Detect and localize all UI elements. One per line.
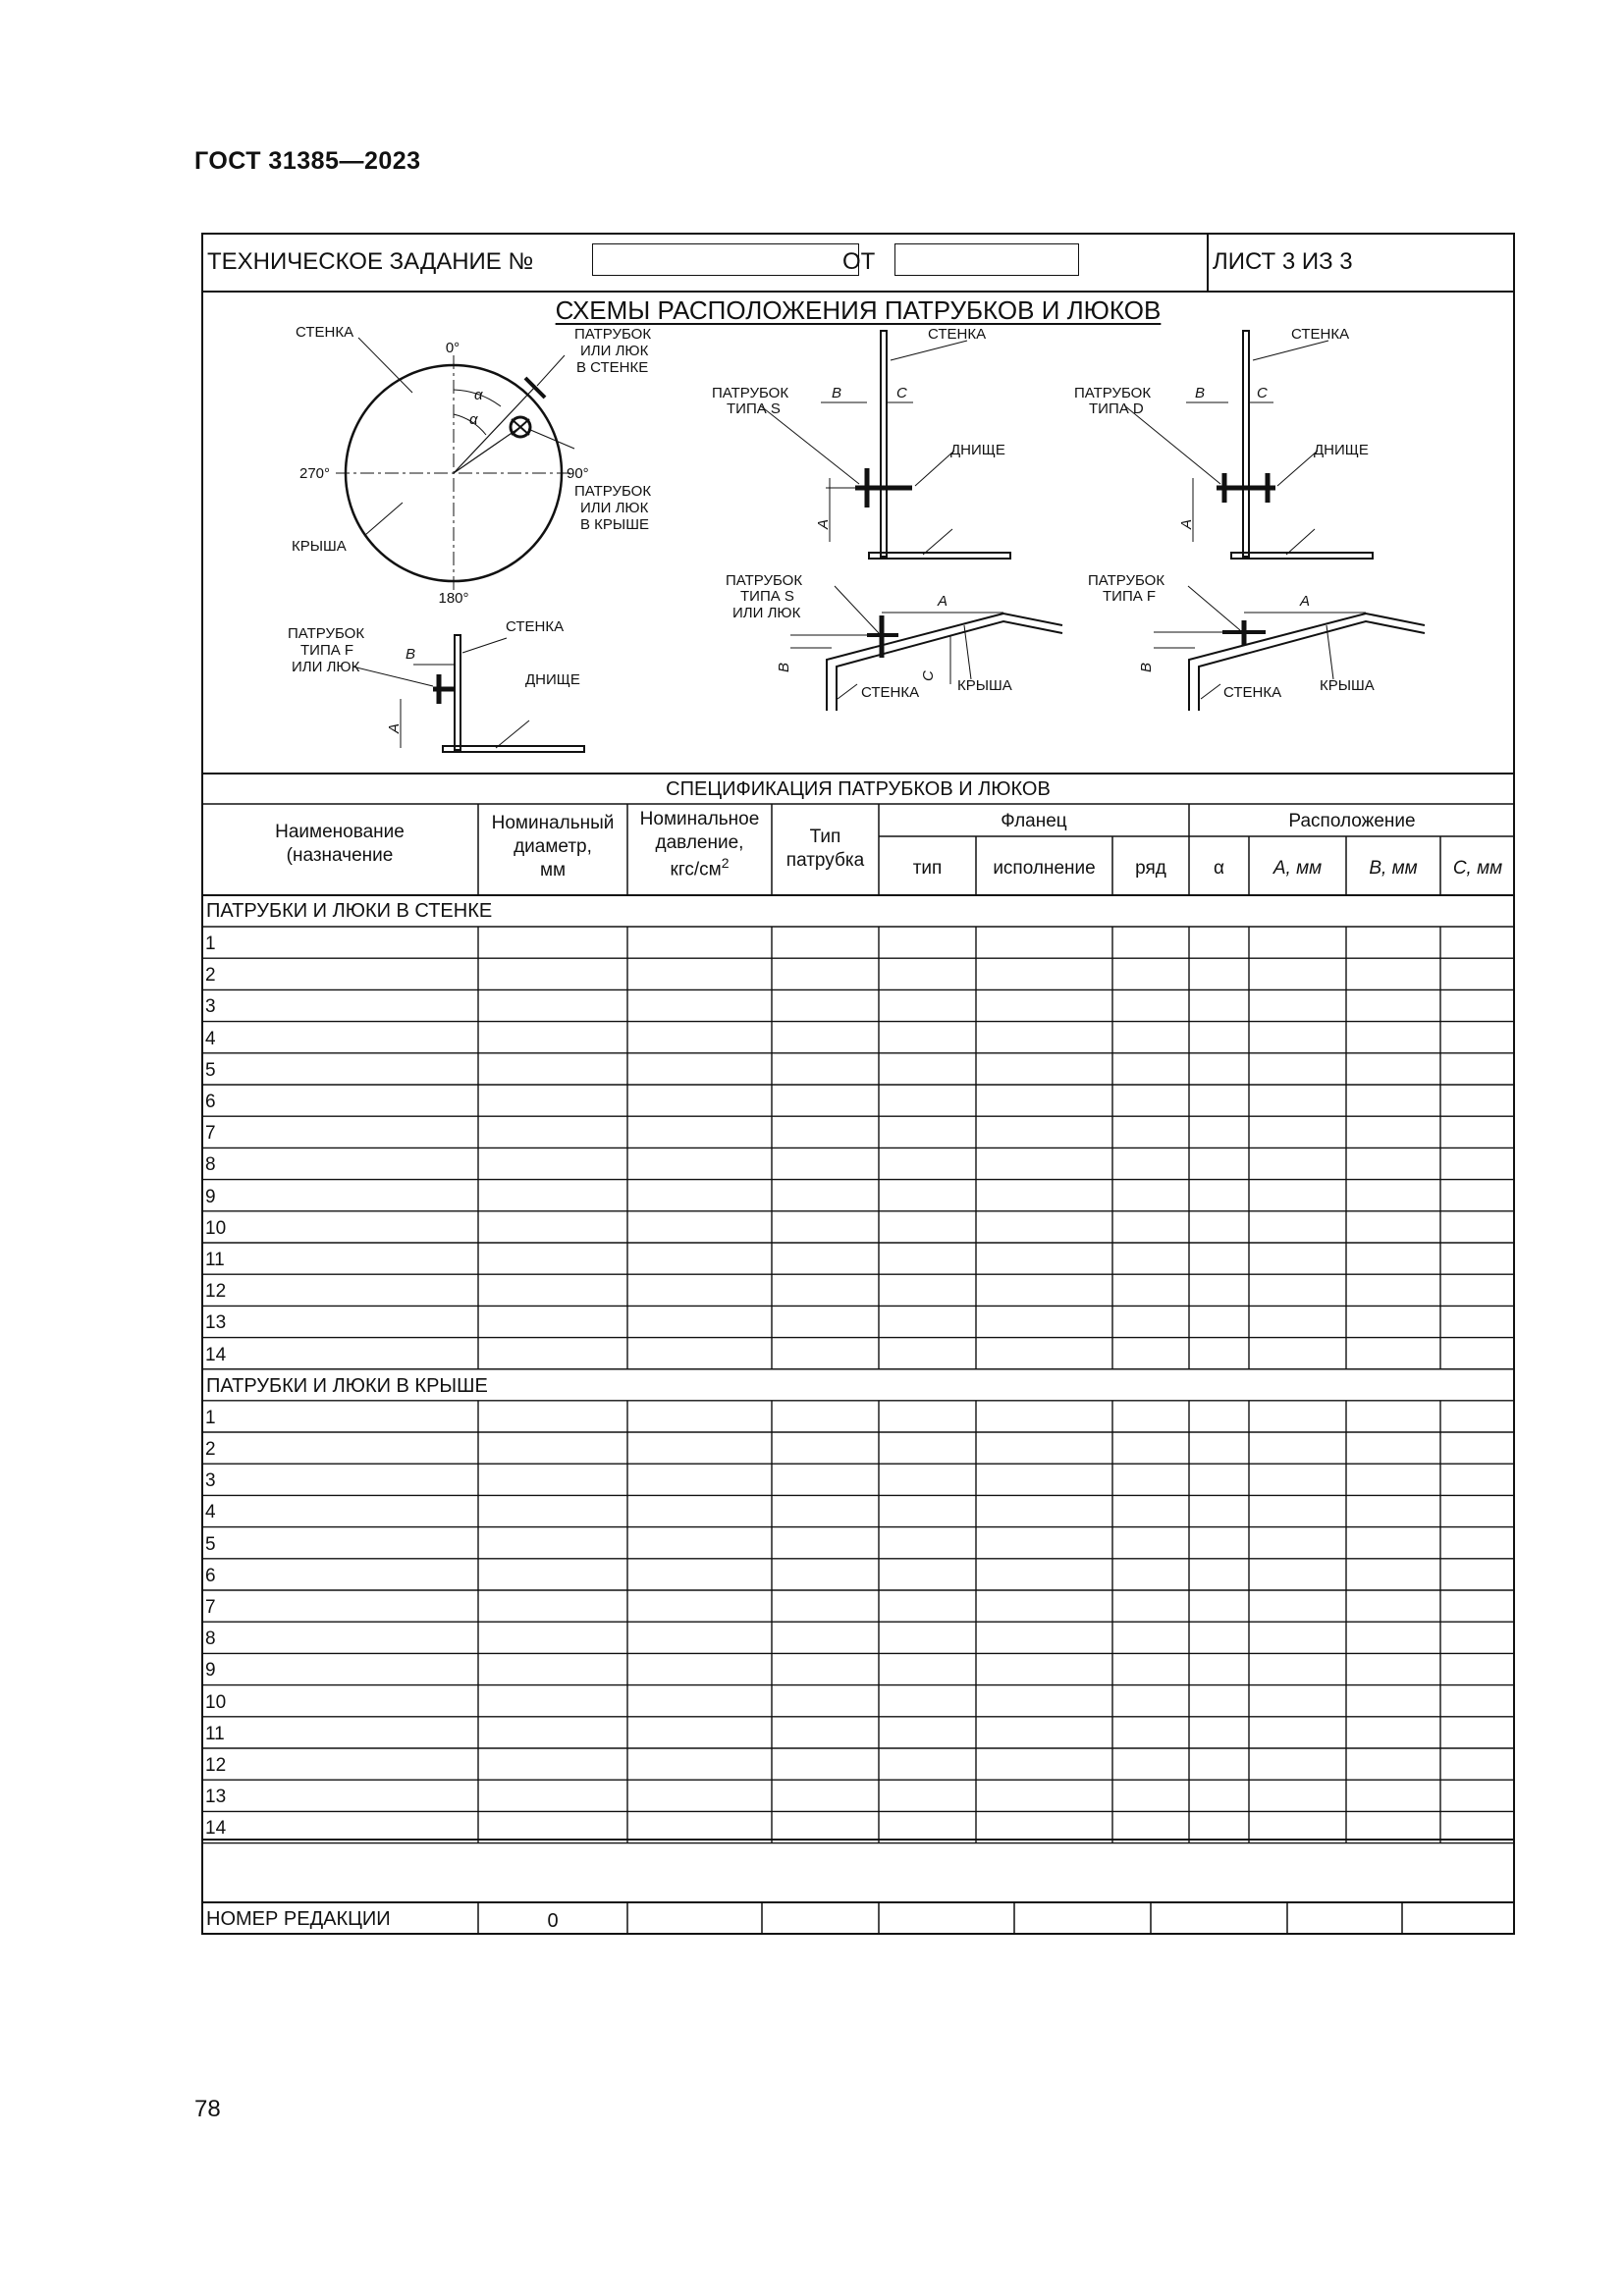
- col-pressure-unit-exp: 2: [721, 854, 730, 871]
- plan-nozzle-wall-1: ПАТРУБОК: [574, 326, 652, 343]
- wall-section-row-7: 7: [205, 1123, 216, 1145]
- type-d-wall-bottom: ДНИЩЕ: [1314, 442, 1369, 458]
- plan-view: [336, 338, 574, 591]
- type-s-roof-roof: КРЫША: [957, 677, 1012, 694]
- technical-task-label: ТЕХНИЧЕСКОЕ ЗАДАНИЕ №: [207, 248, 534, 275]
- wall-section-row-12: 12: [205, 1281, 227, 1303]
- col-pressure-line-2: давление,: [655, 831, 744, 853]
- roof-section-row-2: 2: [205, 1439, 216, 1460]
- roof-section-row-3: 3: [205, 1470, 216, 1492]
- type-f-wall-b: B: [406, 646, 416, 663]
- type-s-wall-c: C: [896, 385, 907, 401]
- plan-deg-90: 90°: [567, 465, 589, 482]
- col-diameter-line-3: мм: [539, 859, 567, 881]
- plan-nozzle-roof-1: ПАТРУБОК: [574, 483, 652, 500]
- type-s-roof-line-2: ТИПА S: [740, 588, 794, 605]
- task-date-field[interactable]: [894, 243, 1079, 276]
- type-d-wall-line-1: ПАТРУБОК: [1074, 385, 1152, 401]
- wall-section-row-13: 13: [205, 1312, 227, 1334]
- wall-section-row-5: 5: [205, 1059, 216, 1081]
- roof-section-title: ПАТРУБКИ И ЛЮКИ В КРЫШЕ: [206, 1374, 488, 1397]
- plan-wall-label: СТЕНКА: [296, 324, 354, 341]
- col-flange-header: Фланец: [1001, 811, 1067, 831]
- date-label-wrap: [842, 250, 875, 274]
- sheet-label: ЛИСТ 3 ИЗ 3: [1213, 248, 1353, 275]
- plan-alpha-2: α: [469, 411, 478, 428]
- type-d-wall-a: A: [1178, 518, 1195, 529]
- type-f-wall-bottom: ДНИЩЕ: [525, 671, 580, 688]
- type-f-wall-wall: СТЕНКА: [506, 618, 565, 635]
- roof-section-row-14: 14: [205, 1818, 227, 1840]
- col-loc-a: A, мм: [1272, 858, 1323, 879]
- spec-title: СПЕЦИФИКАЦИЯ ПАТРУБКОВ И ЛЮКОВ: [666, 778, 1051, 800]
- roof-section-row-13: 13: [205, 1787, 227, 1808]
- wall-section-row-4: 4: [205, 1028, 216, 1049]
- type-f-wall-drawing: [352, 635, 584, 752]
- type-f-roof-line-2: ТИПА F: [1103, 588, 1157, 605]
- plan-deg-0: 0°: [445, 340, 460, 356]
- col-diameter-header: [478, 812, 627, 881]
- wall-section-row-3: 3: [205, 996, 216, 1018]
- roof-section-row-7: 7: [205, 1597, 216, 1618]
- type-s-roof-line-1: ПАТРУБОК: [726, 572, 803, 589]
- plan-nozzle-roof-3: В КРЫШЕ: [580, 516, 649, 533]
- task-number-field[interactable]: [592, 243, 859, 276]
- type-s-roof-c: C: [920, 670, 937, 681]
- wall-section-row-1: 1: [205, 934, 216, 954]
- roof-section-row-12: 12: [205, 1755, 227, 1776]
- wall-section-row-9: 9: [205, 1186, 216, 1207]
- col-name-line-2: (назначение: [286, 844, 394, 866]
- roof-section-row-5: 5: [205, 1533, 216, 1555]
- col-type-header: [772, 826, 879, 873]
- plan-nozzle-wall-2: ИЛИ ЛЮК: [580, 343, 649, 359]
- wall-section-row-8: 8: [205, 1154, 216, 1176]
- col-pressure-unit: кгс/см: [670, 858, 722, 880]
- type-f-roof-roof: КРЫША: [1320, 677, 1375, 694]
- col-name-line-1: Наименование: [275, 822, 405, 842]
- type-d-wall-c: C: [1257, 385, 1268, 401]
- schemes-drawings: [201, 301, 1515, 773]
- type-s-roof-line-3: ИЛИ ЛЮК: [732, 605, 801, 621]
- wall-section-row-14: 14: [205, 1344, 227, 1365]
- type-s-wall-a: A: [815, 518, 832, 529]
- col-name-header: [201, 821, 478, 868]
- from-label: ОТ: [842, 248, 876, 275]
- type-s-wall-wall: СТЕНКА: [928, 326, 987, 343]
- plan-alpha-1: α: [474, 387, 483, 403]
- plan-nozzle-roof-2: ИЛИ ЛЮК: [580, 500, 649, 516]
- col-flange-row: ряд: [1135, 858, 1166, 879]
- revision-value: 0: [547, 1910, 559, 1932]
- type-s-roof-b: B: [776, 662, 792, 672]
- type-d-wall-b: B: [1195, 385, 1206, 401]
- type-f-roof-b: B: [1138, 662, 1155, 672]
- col-diameter-line-2: диаметр,: [514, 835, 592, 857]
- type-s-wall-line-2: ТИПА S: [727, 400, 781, 417]
- roof-section-row-10: 10: [205, 1691, 227, 1713]
- specification-form: [201, 233, 1515, 1935]
- wall-section-row-2: 2: [205, 965, 216, 987]
- wall-section-row-10: 10: [205, 1217, 227, 1239]
- type-f-roof-wall: СТЕНКА: [1223, 684, 1282, 701]
- type-f-wall-a: A: [386, 722, 403, 733]
- col-location-header: Расположение: [1288, 811, 1416, 831]
- col-type-line-1: Тип: [809, 827, 841, 847]
- plan-deg-270: 270°: [299, 465, 331, 482]
- type-d-wall-wall: СТЕНКА: [1291, 326, 1350, 343]
- col-loc-c: C, мм: [1452, 858, 1503, 879]
- type-s-wall-line-1: ПАТРУБОК: [712, 385, 789, 401]
- type-f-wall-line-1: ПАТРУБОК: [288, 625, 365, 642]
- page-number: 78: [194, 2096, 221, 2122]
- schemes-title-text: СХЕМЫ РАСПОЛОЖЕНИЯ ПАТРУБКОВ И ЛЮКОВ: [555, 295, 1162, 325]
- col-diameter-line-1: Номинальный: [491, 813, 615, 833]
- roof-section-row-4: 4: [205, 1502, 216, 1523]
- col-flange-exec: исполнение: [993, 858, 1096, 879]
- col-loc-alpha: α: [1214, 858, 1224, 879]
- roof-section-row-9: 9: [205, 1660, 216, 1682]
- type-s-wall-b: B: [832, 385, 842, 401]
- col-pressure-line-1: Номинальное: [639, 809, 760, 829]
- col-type-line-2: патрубка: [785, 849, 865, 871]
- revision-label: НОМЕР РЕДАКЦИИ: [206, 1908, 391, 1930]
- type-f-roof-a: A: [1300, 593, 1311, 610]
- col-flange-type: тип: [912, 858, 943, 879]
- roof-section-row-1: 1: [205, 1407, 216, 1428]
- roof-section-row-8: 8: [205, 1629, 216, 1650]
- roof-section-row-6: 6: [205, 1565, 216, 1586]
- type-f-roof-line-1: ПАТРУБОК: [1088, 572, 1165, 589]
- type-f-wall-line-2: ТИПА F: [300, 642, 354, 659]
- plan-nozzle-wall-3: В СТЕНКЕ: [576, 359, 649, 376]
- type-s-roof-a: A: [938, 593, 948, 610]
- document-code: ГОСТ 31385—2023: [194, 147, 421, 175]
- plan-deg-180: 180°: [438, 590, 469, 607]
- wall-section-title: ПАТРУБКИ И ЛЮКИ В СТЕНКЕ: [206, 900, 493, 922]
- type-f-roof-drawing: [1154, 586, 1425, 711]
- plan-roof-label: КРЫША: [292, 538, 347, 555]
- col-loc-b: B, мм: [1369, 858, 1418, 879]
- type-s-wall-bottom: ДНИЩЕ: [950, 442, 1005, 458]
- type-s-roof-wall: СТЕНКА: [861, 684, 920, 701]
- col-pressure-header: [627, 808, 772, 881]
- wall-section-row-11: 11: [205, 1250, 225, 1270]
- type-d-wall-line-2: ТИПА D: [1089, 400, 1144, 417]
- roof-section-row-11: 11: [205, 1723, 225, 1744]
- wall-section-row-6: 6: [205, 1092, 216, 1112]
- type-s-roof-drawing: [790, 586, 1062, 711]
- type-f-wall-line-3: ИЛИ ЛЮК: [292, 659, 360, 675]
